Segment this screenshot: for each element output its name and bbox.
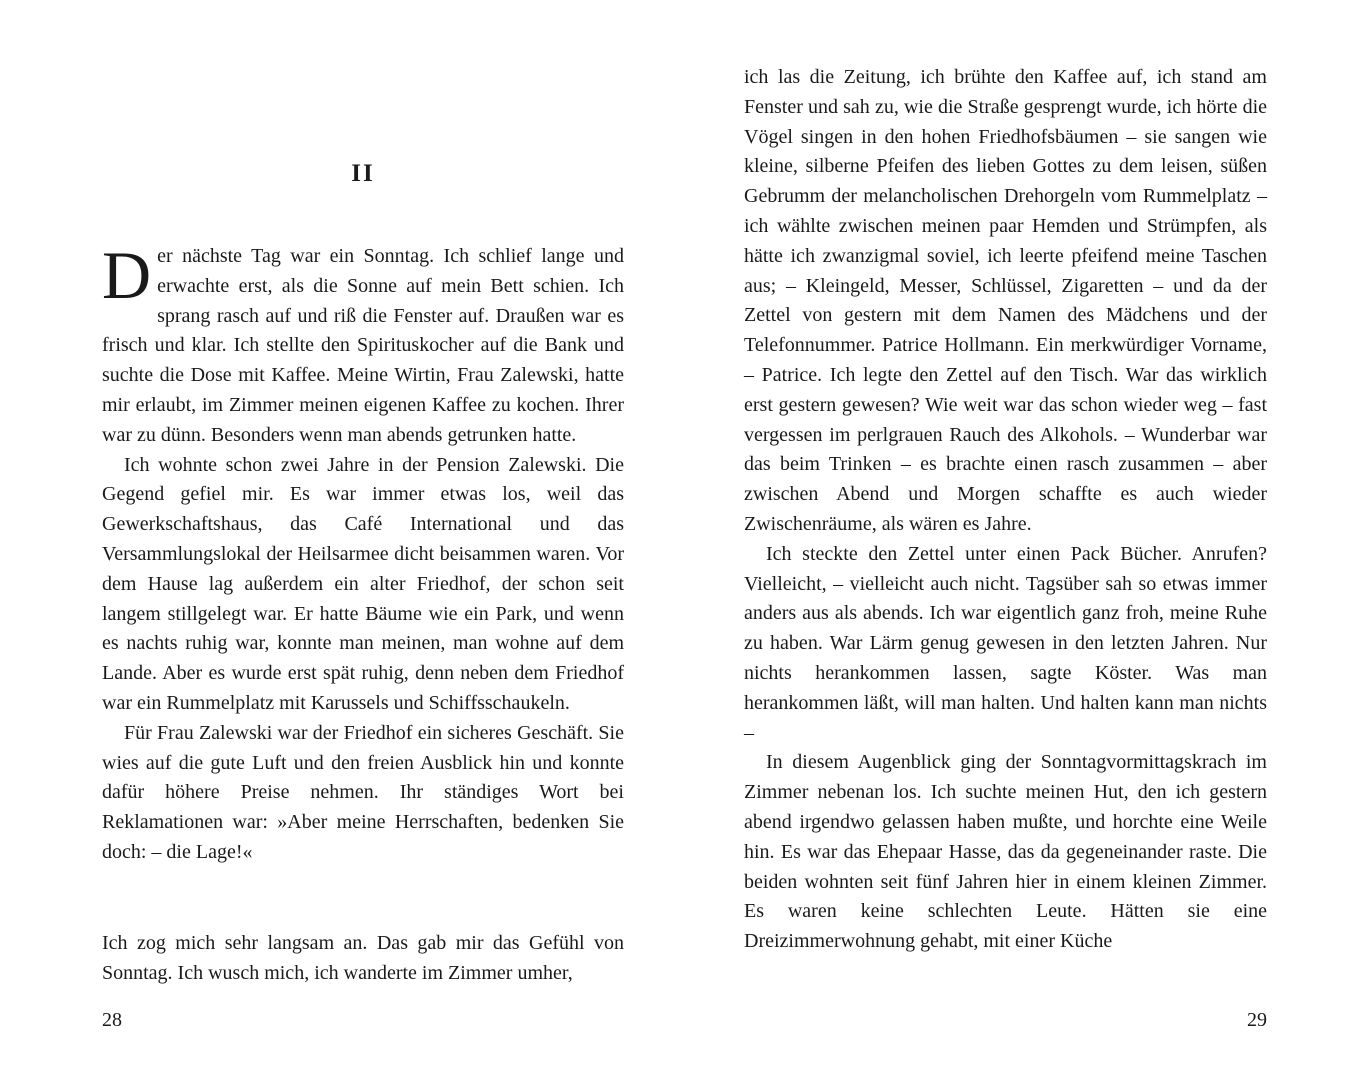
paragraph-4: Ich zog mich sehr langsam an. Das gab mir das Gefühl von Sonntag. Ich wusch mich, ich wanderte im Zimmer umher, bbox=[102, 932, 624, 984]
paragraph-5: ich las die Zeitung, ich brühte den Kaffee auf, ich stand am Fenster und sah zu, wie die Straße gesprengt wurde, ich hörte die Vögel singen in den hohen Friedhofsbäumen – sie sangen wie kleine, silberne Pfeifen des lieben Gottes zu dem leisen, süßen Gebrumm der melancholischen Drehorgeln vom Rummelplatz – ich wählte zwischen meinen paar Hemden und Strümpfen, als hätte ich zwanzigmal soviel, ich leerte pfeifend meine Taschen aus; – Kleingeld, Messer, Schlüssel, Zigaretten – und da der Zettel von gestern mit dem Namen des Mädchens und der Telefonnummer. Patrice Hollmann. Ein merkwürdiger Vorname, – Patrice. Ich legte den Zettel auf den Tisch. War das wirklich erst gestern gewesen? Wie weit war das schon wieder weg – fast vergessen im perlgrauen Rauch des Alkohols. – Wunderbar war das beim Trinken – es brachte einen rasch zusammen – aber zwischen Abend und Morgen schaffte es auch wieder Zwischenräume, als wären es Jahre. bbox=[744, 66, 1267, 535]
paragraph-1 bbox=[102, 237, 624, 451]
paragraph-1-text: er nächste Tag war ein Sonntag. Ich schlief lange und erwachte erst, als die Sonne auf mein Bett schien. Ich sprang rasch auf und riß die Fenster auf. Draußen war es frisch und klar. Ich stellte den Spirituskocher auf die Bank und suchte die Dose mit Kaffee. Meine Wirtin, Frau Zalewski, hatte mir erlaubt, im Zimmer meinen eigenen Kaffee zu kochen. Ihrer war zu dünn. Besonders wenn man abends getrunken hatte. bbox=[102, 245, 624, 446]
paragraph-2: Ich wohnte schon zwei Jahre in der Pension Zalewski. Die Gegend gefiel mir. Es war immer etwas los, weil das Gewerkschaftshaus, das Café International und das Versammlungslokal der Heilsarmee dicht beisammen waren. Vor dem Hause lag außerdem ein alter Friedhof, der schon seit langem stillgelegt war. Er hatte Bäume wie ein Park, und wenn es nachts ruhig war, konnte man meinen, man wohne auf dem Lande. Aber es wurde erst spät ruhig, denn neben dem Friedhof war ein Rummelplatz mit Karussels und Schiffsschaukeln. bbox=[102, 453, 624, 714]
drop-cap: D bbox=[102, 237, 152, 313]
paragraph-3: Für Frau Zalewski war der Friedhof ein sicheres Geschäft. Sie wies auf die gute Luft und den freien Ausblick hin und konnte dafür höhere Preise nehmen. Ihr ständiges Wort bei Reklamationen war: »Aber meine Herrschaften, bedenken Sie doch: – die Lage!« bbox=[102, 721, 624, 863]
page-number-left: 28 bbox=[102, 1009, 122, 1031]
chapter-heading: II bbox=[351, 160, 375, 187]
paragraph-6: Ich steckte den Zettel unter einen Pack Bücher. Anrufen? Vielleicht, – vielleicht auch nicht. Tagsüber sah so etwas immer anders aus als abends. Ich war eigentlich ganz froh, meine Ruhe zu haben. War Lärm genug gewesen in den letzten Jahren. Nur nichts herankommen lassen, sagte Köster. Was man herankommen läßt, will man halten. Und halten kann man nichts – bbox=[744, 542, 1267, 744]
right-text-block bbox=[744, 63, 1267, 957]
right-page bbox=[744, 0, 1267, 1080]
left-text-block bbox=[102, 237, 624, 868]
left-page bbox=[102, 0, 624, 1080]
left-text-block-after-break bbox=[102, 929, 624, 989]
page-number-right: 29 bbox=[1247, 1009, 1267, 1031]
paragraph-7: In diesem Augenblick ging der Sonntagvormittagskrach im Zimmer nebenan los. Ich suchte meinen Hut, den ich gestern abend irgendwo gelassen haben mußte, und horchte eine Weile hin. Es war das Ehepaar Hasse, das da gegeneinander raste. Die beiden wohnten seit fünf Jahren hier in einem kleinen Zimmer. Es waren keine schlechten Leute. Hätten sie eine Dreizimmerwohnung gehabt, mit einer Küche bbox=[744, 751, 1267, 953]
